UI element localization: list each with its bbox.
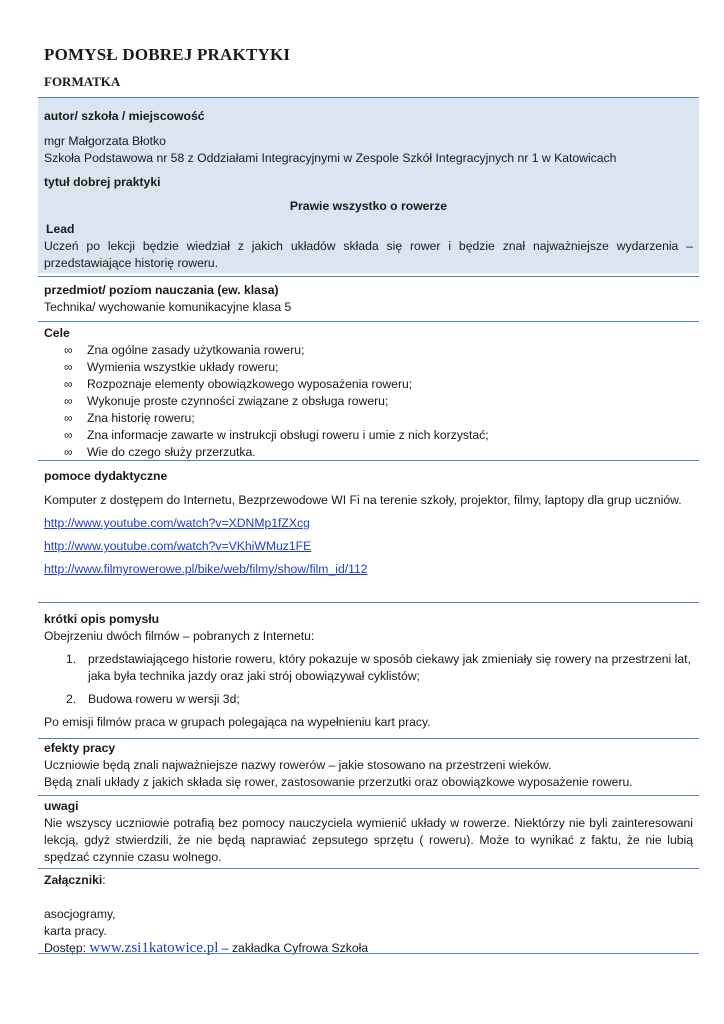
author-name: mgr Małgorzata Błotko (44, 134, 166, 148)
goals-section (38, 321, 699, 460)
subject-value: Technika/ wychowanie komunikacyjne klasa 5 (44, 300, 292, 314)
description-intro: Obejrzeniu dwóch filmów – pobranych z Internetu: (44, 629, 315, 643)
practice-title: Prawie wszystko o rowerze (289, 199, 448, 213)
list-item: ∞ Wie do czego służy przerzutka. (64, 445, 256, 459)
attachment-item-1: asocjogramy, (44, 907, 116, 921)
effects-line-2: Będą znali układy z jakich składa się rower, zastosowanie przerzutki oraz obowiązkowe wyposażenie roweru. (44, 775, 633, 789)
document-subtitle: FORMATKA (44, 74, 121, 89)
subject-heading: przedmiot/ poziom nauczania (ew. klasa) (44, 283, 279, 297)
notes-section (38, 795, 699, 868)
aids-text: Komputer z dostępem do Internetu, Bezprzewodowe WI Fi na terenie szkoły, projektor, filmy, laptopy dla grup uczniów. (44, 493, 682, 507)
notes-text: Nie wszyscy uczniowie potrafią bez pomocy nauczyciela wymienić układy w rowerze. Niektórzy nie byli zainteresowani lekcją, gdyż stwierdzili, że nie będą naprawiać zepsutego sprzętu ( roweru). Może to wynikać z faktu, że nie lubią spędzać czynnie czasu wolnego. (44, 816, 693, 864)
list-item: 2. Budowa roweru w wersji 3d; (66, 692, 240, 706)
video-link-1[interactable]: http://www.youtube.com/watch?v=XDNMp1fZXcg (44, 516, 310, 530)
lead-text: Uczeń po lekcji będzie wiedział z jakich układów składa się rower i będzie znał najważniejsze wydarzenia – przedstawiające historię roweru. (44, 239, 693, 270)
infinity-bullet-icon: ∞ (64, 411, 73, 425)
list-item: ∞ Zna historię roweru; (64, 411, 195, 425)
list-item: 1. przedstawiającego historie roweru, który pokazuje w sposób ciekawy jak zmieniały się rowery na przestrzeni lat, jaka była technika jazdy oraz jaki strój obowiązywał cyklistów; (66, 652, 691, 683)
video-link-3[interactable]: http://www.filmyrowerowe.pl/bike/web/filmy/show/film_id/112 (44, 562, 368, 576)
infinity-bullet-icon: ∞ (64, 360, 73, 374)
author-school: Szkoła Podstawowa nr 58 z Oddziałami Integracyjnymi w Zespole Szkół Integracyjnych nr 1 w Katowicach (44, 151, 617, 165)
notes-heading: uwagi (44, 799, 79, 813)
attachments-heading: Załączniki (44, 873, 103, 887)
description-outro: Po emisji filmów praca w grupach polegająca na wypełnieniu kart pracy. (44, 715, 431, 729)
attachment-item-2: karta pracy. (44, 924, 107, 938)
author-section (38, 97, 699, 273)
effects-heading: efekty pracy (44, 741, 116, 755)
attachments-section: Załączniki: asocjogramy, karta pracy. Dostęp: www.zsi1katowice.pl – zakładka Cyfrowa Szkoła (38, 868, 699, 953)
description-list (66, 651, 693, 708)
infinity-bullet-icon: ∞ (64, 428, 73, 442)
list-item: ∞ Wymienia wszystkie układy roweru; (64, 360, 279, 374)
infinity-bullet-icon: ∞ (64, 394, 73, 408)
list-item: ∞ Zna informacje zawarte w instrukcji obsługi roweru i umie z nich korzystać; (64, 428, 489, 442)
document-title: POMYSŁ DOBREJ PRAKTYKI (44, 45, 291, 64)
goals-list (64, 342, 693, 461)
lead-heading: Lead (46, 222, 75, 236)
school-website-link[interactable]: www.zsi1katowice.pl (89, 940, 219, 956)
video-link-2[interactable]: http://www.youtube.com/watch?v=VKhiWMuz1FE (44, 539, 312, 553)
subject-section (38, 276, 699, 321)
list-item: ∞ Wykonuje proste czynności związane z obsługa roweru; (64, 394, 389, 408)
list-item: ∞ Rozpoznaje elementy obowiązkowego wyposażenia roweru; (64, 377, 413, 391)
infinity-bullet-icon: ∞ (64, 377, 73, 391)
practice-title-heading: tytuł dobrej praktyki (44, 175, 161, 189)
description-heading: krótki opis pomysłu (44, 612, 160, 626)
description-section (38, 602, 699, 739)
goals-heading: Cele (44, 326, 70, 340)
aids-section (38, 460, 699, 602)
infinity-bullet-icon: ∞ (64, 445, 73, 459)
effects-line-1: Uczniowie będą znali najważniejsze nazwy rowerów – jakie stosowano na przestrzeni wieków. (44, 758, 552, 772)
bottom-divider (38, 953, 699, 954)
author-heading: autor/ szkoła / miejscowość (44, 109, 205, 123)
infinity-bullet-icon: ∞ (64, 343, 73, 357)
aids-heading: pomoce dydaktyczne (44, 469, 168, 483)
access-line: Dostęp: www.zsi1katowice.pl – zakładka Cyfrowa Szkoła (44, 940, 369, 956)
effects-section (38, 738, 699, 795)
list-item: ∞ Zna ogólne zasady użytkowania roweru; (64, 343, 305, 357)
